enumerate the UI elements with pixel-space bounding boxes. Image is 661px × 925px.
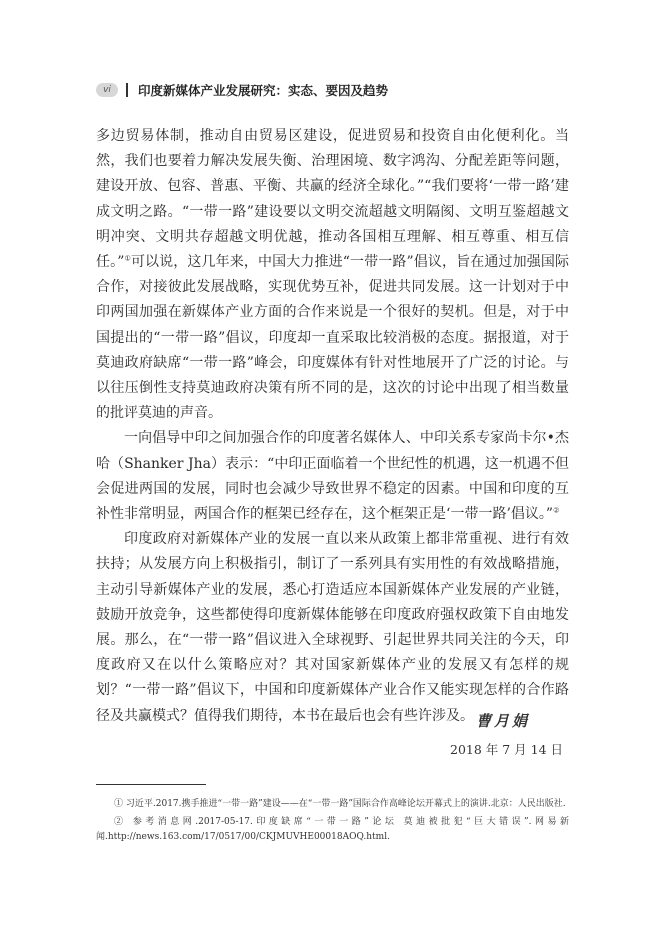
- book-title: 印度新媒体产业发展研究：实态、要因及趋势: [138, 83, 389, 98]
- paragraph-2-text: 一向倡导中印之间加强合作的印度著名媒体人、中印关系专家尚卡尔•杰哈（Shanker Jha）表示：“中印正面临着一个世纪性的机遇，这一机遇不但会促进两国的发展，同时也会减少导致世界不稳定的因素。中国和印度的互补性非常明显，两国合作的框架已经存在，这个框架正是‘一带一路’倡议。”: [96, 430, 569, 523]
- footnote-ref-2[interactable]: ②: [553, 506, 560, 515]
- footnote-ref-1[interactable]: ①: [124, 254, 131, 263]
- footnote-divider: [96, 784, 206, 785]
- body-text: [96, 124, 569, 729]
- footnote-mark: ①: [114, 799, 124, 809]
- header-divider: [126, 83, 128, 97]
- signature-date: 2018 年 7 月 14 日: [450, 742, 564, 757]
- paragraph-1-continued: 可以说，这几年来，中国大力推进“一带一路”倡议，旨在通过加强国际合作，对接彼此发展战略，实现优势互补，促进共同发展。这一计划对于中印两国加强在新媒体产业方面的合作来说是一个很好的契机。但是，对于中国提出的“一带一路”倡议，印度却一直采取比较消极的态度。据报道，对于莫迪政府缺席“一带一路”峰会，印度媒体有针对性地展开了广泛的讨论。与以往压倒性支持莫迪政府决策有所不同的是，这次的讨论中出现了相当数量的批评莫迪的声音。: [96, 254, 569, 422]
- paragraph-3-text: 印度政府对新媒体产业的发展一直以来从政策上都非常重视、进行有效扶持；从发展方向上积极指引，制订了一系列具有实用性的有效战略措施，主动引导新媒体产业的发展，悉心打造适应本国新媒体产业发展的产业链，鼓励开放竞争，这些都使得印度新媒体能够在印度政府强权政策下自由地发展。那么，在“一带一路”倡议进入全球视野、引起世界共同关注的今天，印度政府又在以什么策略应对？其对国家新媒体产业的发展又有怎样的规划？“一带一路”倡议下，中国和印度新媒体产业合作又能实现怎样的合作路径及共赢模式？值得我们期待，本书在最后也会有些许涉及。: [96, 531, 569, 724]
- author-signature: 曹月娟: [476, 712, 531, 730]
- footnote-1: [96, 797, 569, 812]
- footnote-2: [96, 815, 569, 845]
- running-header: [96, 80, 388, 100]
- paragraph-2: [96, 426, 569, 527]
- footnotes: [96, 797, 569, 848]
- footnote-mark: ②: [114, 817, 127, 827]
- paragraph-3: [96, 527, 569, 729]
- footnote-text: 习近平.2017.携手推进“一带一路”建设——在“一带一路”国际合作高峰论坛开幕式上的演讲.北京：人民出版社.: [125, 799, 566, 809]
- page-number-badge: vi: [96, 83, 118, 97]
- paragraph-1: [96, 124, 569, 426]
- paragraph-1-text: 多边贸易体制，推动自由贸易区建设，促进贸易和投资自由化便利化。当然，我们也要着力解决发展失衡、治理困境、数字鸿沟、分配差距等问题，建设开放、包容、普惠、平衡、共赢的经济全球化。”“我们要将‘一带一路’建成文明之路。“一带一路”建设要以文明交流超越文明隔阂、文明互鉴超越文明冲突、文明共存超越文明优越，推动各国相互理解、相互尊重、相互信任。”: [96, 128, 569, 271]
- footnote-text: 参考消息网.2017-05-17.印度缺席“一带一路”论坛 莫迪被批犯“巨大错误”.网易新闻.http://news.163.com/17/0517/00/CKJMUVHE00018AOQ.html.: [96, 817, 569, 842]
